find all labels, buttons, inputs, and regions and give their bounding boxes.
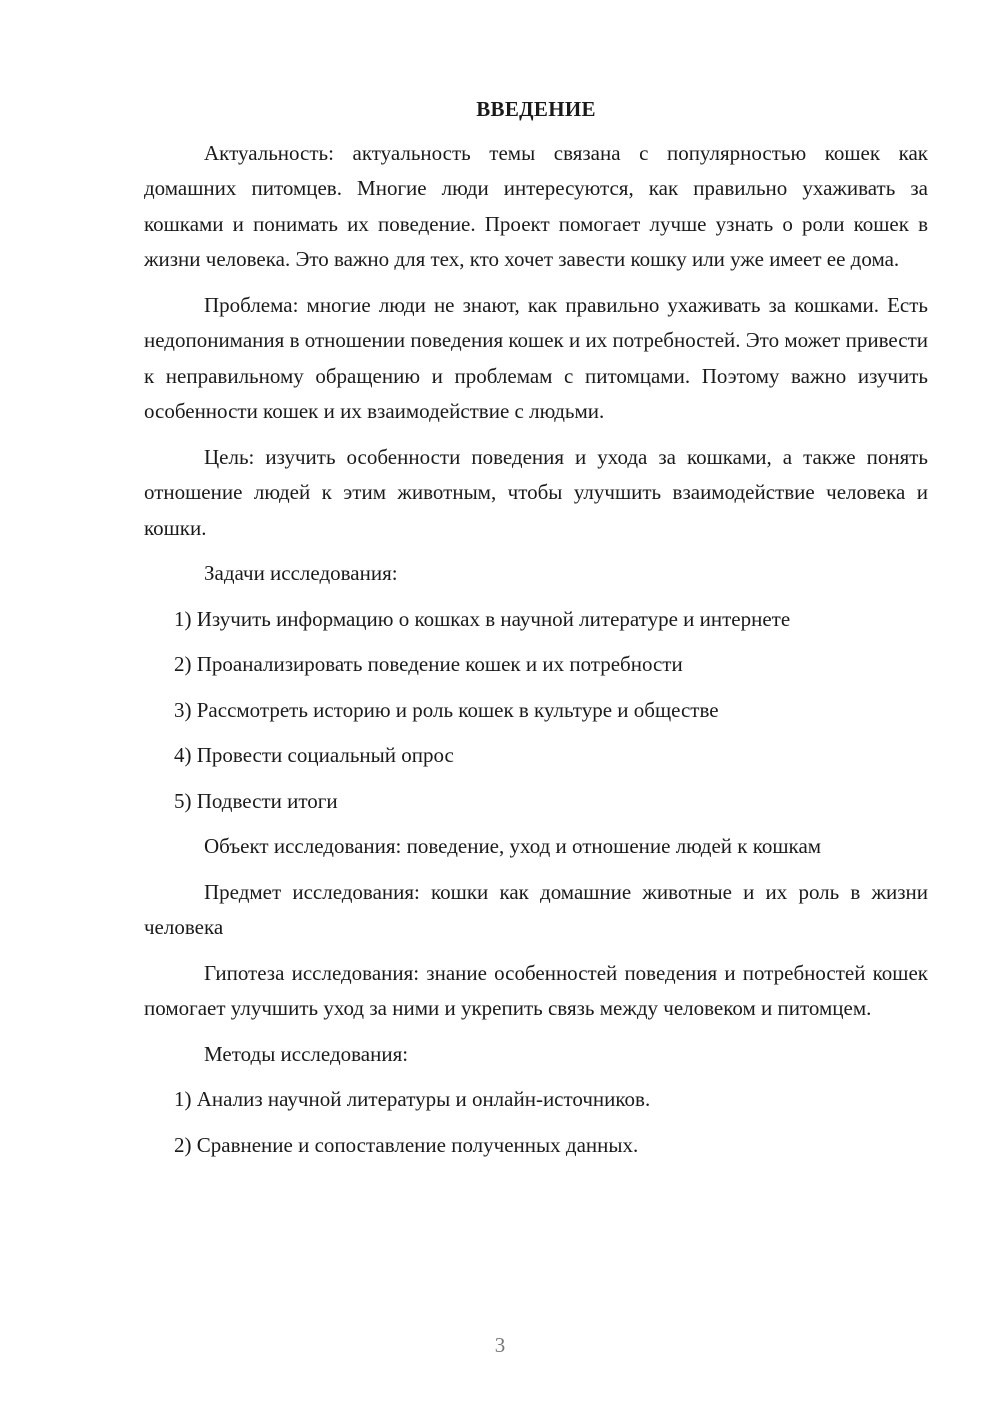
list-item: 1) Изучить информацию о кошках в научной литературе и интернете bbox=[174, 606, 791, 631]
list-item: 5) Подвести итоги bbox=[174, 788, 338, 813]
section-title: ВВЕДЕНИЕ bbox=[476, 97, 596, 121]
page-number: 3 bbox=[494, 1333, 506, 1357]
methods-heading: Методы исследования: bbox=[204, 1041, 409, 1066]
list-item: 1) Анализ научной литературы и онлайн-источников. bbox=[174, 1087, 651, 1111]
tasks-heading: Задачи исследования: bbox=[204, 561, 398, 585]
list-item: 2) Проанализировать поведение кошек и их потребности bbox=[174, 652, 683, 676]
object-paragraph: Объект исследования: поведение, уход и отношение людей к кошкам bbox=[204, 834, 822, 858]
subject-paragraph: Предмет исследования: кошки как домашние животные и их роль в жизни человека bbox=[144, 879, 928, 939]
list-item: 3) Рассмотреть историю и роль кошек в культуре и обществе bbox=[174, 697, 719, 722]
methods-list bbox=[144, 1082, 928, 1163]
tasks-list bbox=[144, 602, 928, 820]
relevance-paragraph: Актуальность: актуальность темы связана с популярностью кошек как домашних питомцев. Многие люди интересуются, как правильно ухаживать за кошками и понимать их поведение. Проект помогает лучше узнать о роли кошек в жизни человека. Это важно для тех, кто хочет завести кошку или уже имеет ее дома. bbox=[144, 140, 928, 271]
list-item: 2) Сравнение и сопоставление полученных данных. bbox=[174, 1132, 639, 1157]
list-item: 4) Провести социальный опрос bbox=[174, 743, 454, 767]
problem-paragraph: Проблема: многие люди не знают, как правильно ухаживать за кошками. Есть недопонимания в отношении поведения кошек и их потребностей. Это может привести к неправильному обращению и проблемам с питомцами. Поэтому важно изучить особенности кошек и их взаимодействие с людьми. bbox=[144, 292, 928, 423]
hypothesis-paragraph: Гипотеза исследования: знание особенностей поведения и потребностей кошек помогает улучшить уход за ними и укрепить связь между человеком и питомцем. bbox=[144, 960, 928, 1020]
document-page bbox=[144, 92, 928, 1173]
goal-paragraph: Цель: изучить особенности поведения и ухода за кошками, а также понять отношение людей к этим животным, чтобы улучшить взаимодействие человека и кошки. bbox=[144, 444, 928, 540]
